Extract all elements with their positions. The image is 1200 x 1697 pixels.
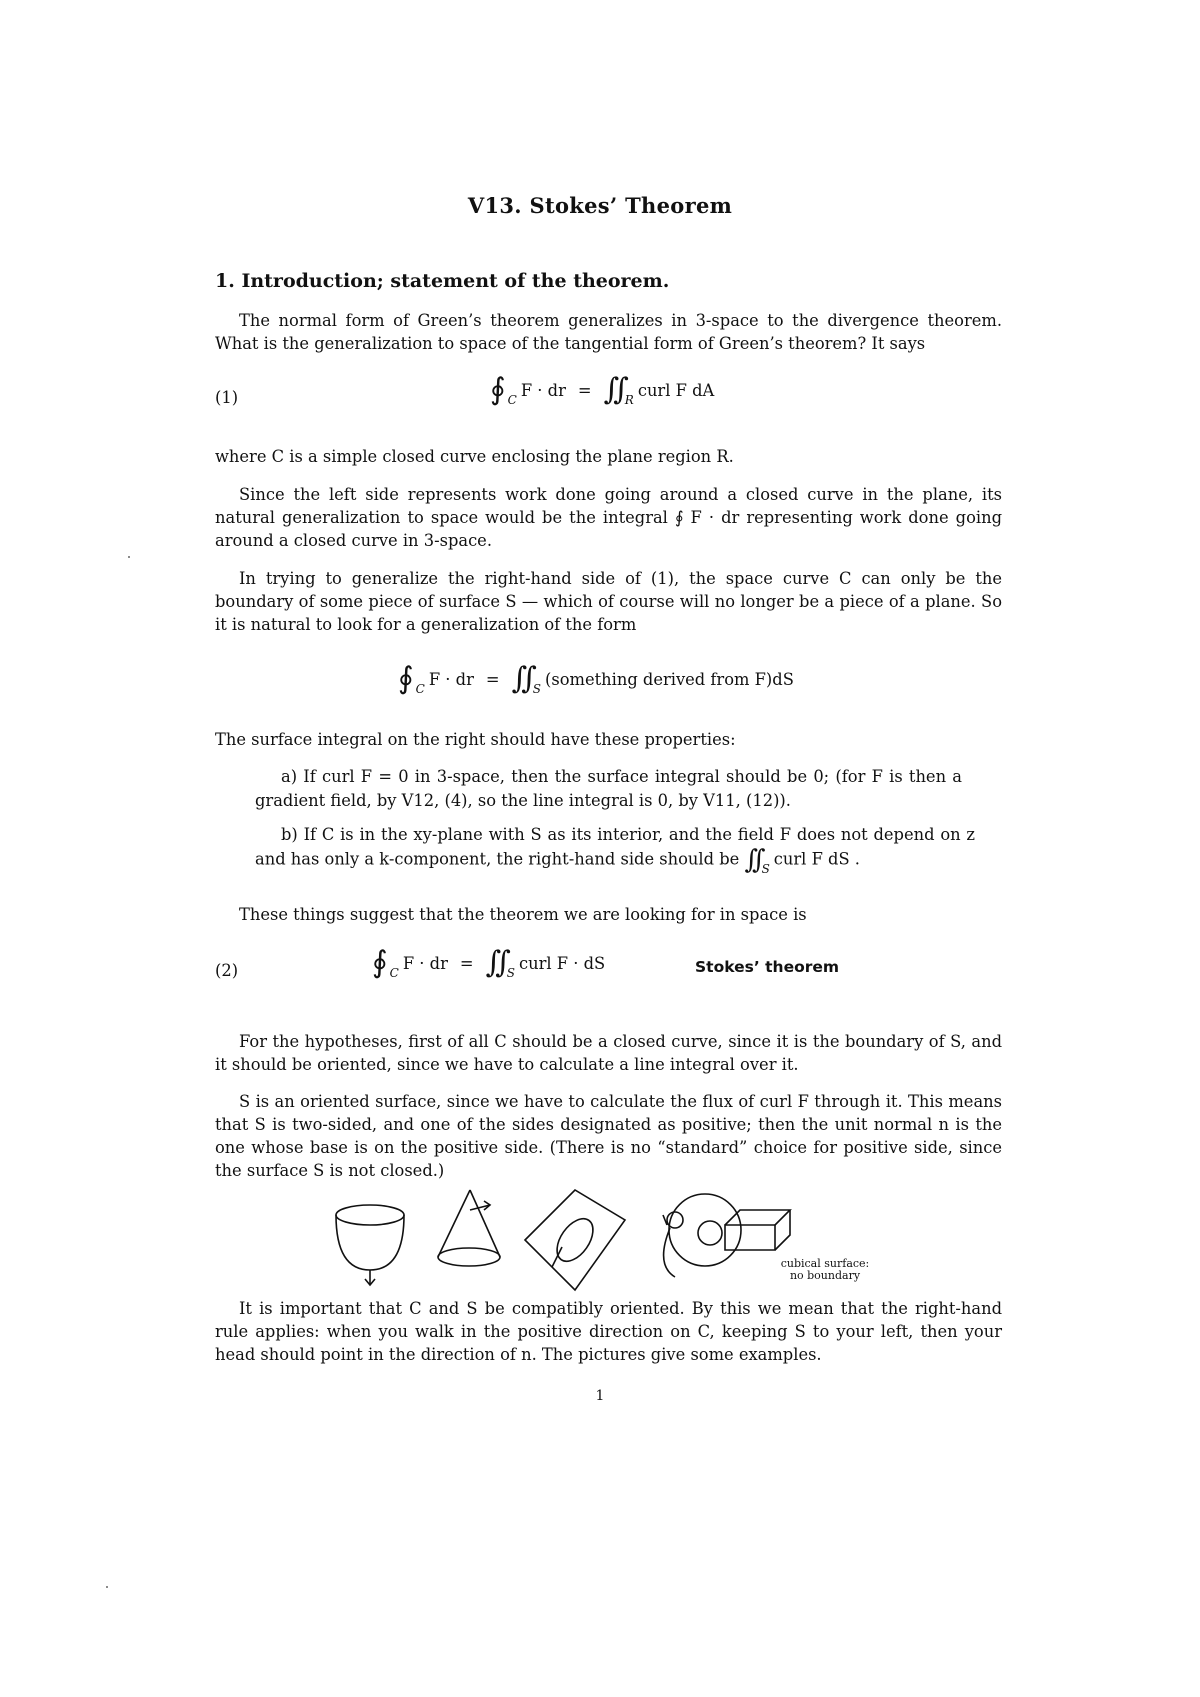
double-integral-symbol: ∫∫: [485, 945, 505, 980]
figure-caption-line-2: no boundary: [789, 1269, 861, 1282]
annulus-surface-diagram: [663, 1194, 741, 1277]
stokes-theorem-label: Stokes’ theorem: [695, 958, 840, 976]
property-b-text: b) If C is in the xy-plane with S as its interior, and the field F does not depend on z and has only a k-component, the right-hand side should be: [255, 825, 975, 869]
property-b: [255, 823, 975, 876]
section-heading: 1. Introduction; statement of the theorem.: [215, 270, 670, 292]
scan-speck: [106, 1586, 108, 1588]
equation-general-lhs-subscript: C: [415, 682, 425, 696]
paragraph-compatibly-oriented: It is important that C and S be compatibly oriented. By this we mean that the right-hand rule applies: when you walk in the positive direction on C, keeping S to your left, then your head should point in the direction of n. The pictures give some examples.: [215, 1299, 1002, 1364]
figure-caption: [760, 1258, 890, 1282]
equation-1-equals: =: [577, 380, 592, 400]
property-b-subscript: S: [761, 861, 770, 876]
cone-surface-diagram: [438, 1190, 500, 1266]
paragraph-suggest: These things suggest that the theorem we are looking for in space is: [239, 905, 807, 924]
equation-2-rhs-subscript: S: [506, 966, 516, 980]
oriented-surfaces-figure: [330, 1185, 890, 1305]
paragraph-hypotheses: For the hypotheses, first of all C should be a closed curve, since it is the boundary of S, and it should be oriented, since we have to calculate a line integral over it.: [215, 1032, 1002, 1074]
equation-1-lhs-subscript: C: [507, 393, 517, 407]
equation-1: [490, 372, 715, 407]
equation-1-rhs: curl F dA: [637, 380, 715, 400]
equation-general-form: [398, 661, 794, 696]
equation-2-lhs-subscript: C: [389, 966, 399, 980]
equation-2-lhs: F · dr: [402, 953, 448, 973]
equation-general-lhs: F · dr: [428, 669, 474, 689]
paragraph-properties: The surface integral on the right should have these properties:: [215, 730, 736, 749]
paragraph-generalize: In trying to generalize the right-hand side of (1), the space curve C can only be the boundary of some piece of surface S — which of course will no longer be a piece of a plane. So it is natural to look for a generalization of the form: [215, 569, 1002, 634]
double-integral-symbol: ∫∫: [603, 372, 623, 407]
double-integral-symbol: ∫∫: [511, 661, 531, 696]
equation-2-rhs: curl F · dS: [519, 953, 606, 973]
contour-integral-symbol: ∮: [372, 945, 388, 980]
paragraph-intro: The normal form of Green’s theorem generalizes in 3-space to the divergence theorem. What is the generalization to space of the tangential form of Green’s theorem? It says: [215, 311, 1002, 353]
cube-surface-diagram: [725, 1210, 790, 1250]
equation-1-number: (1): [215, 388, 239, 407]
equation-1-lhs: F · dr: [520, 380, 566, 400]
equation-general-rhs: (something derived from F)dS: [545, 669, 794, 689]
equation-general-rhs-subscript: S: [532, 682, 542, 696]
page-number: 1: [595, 1388, 605, 1404]
contour-integral-symbol: ∮: [398, 661, 414, 696]
property-b-tail: curl F dS .: [773, 849, 860, 869]
tilted-plane-diagram: [525, 1190, 625, 1290]
equation-general-equals: =: [485, 669, 500, 689]
figure-caption-line-1: cubical surface:: [780, 1257, 870, 1270]
equation-2-number: (2): [215, 961, 239, 980]
contour-integral-symbol: ∮: [490, 372, 506, 407]
page-title: V13. Stokes’ Theorem: [467, 193, 733, 218]
property-a: a) If curl F = 0 in 3-space, then the surface integral should be 0; (for F is then a gradient field, by V12, (4), so the line integral is 0, by V11, (12)).: [255, 767, 962, 810]
equation-2: [372, 945, 606, 980]
bowl-surface-diagram: [336, 1205, 404, 1285]
scan-speck: [128, 556, 130, 558]
equation-1-rhs-subscript: R: [624, 393, 634, 407]
paragraph-where-c: where C is a simple closed curve enclosing the plane region R.: [215, 447, 734, 466]
paragraph-left-side: Since the left side represents work done going around a closed curve in the plane, its natural generalization to space would be the integral ∮ F · dr representing work done going around a closed curve in 3-space.: [215, 485, 1002, 550]
paragraph-oriented-surface: S is an oriented surface, since we have to calculate the flux of curl F through it. This means that S is two-sided, and one of the sides designated as positive; then the unit normal n is the one whose base is on the positive side. (There is no “standard” choice for positive side, since the surface S is not closed.): [215, 1092, 1002, 1180]
equation-2-equals: =: [459, 953, 474, 973]
double-integral-symbol: ∫∫: [744, 845, 760, 875]
